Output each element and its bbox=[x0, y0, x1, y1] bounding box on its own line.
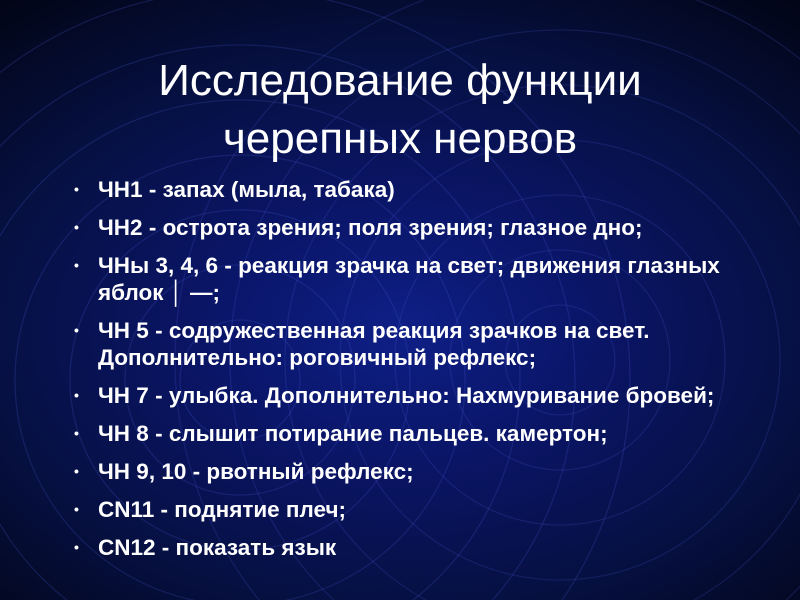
bullet-item-cn12 bbox=[70, 534, 770, 561]
bullet-dot-icon: • bbox=[74, 501, 79, 517]
bullet-text: ЧН2 - острота зрения; поля зрения; глазное дно; bbox=[98, 215, 643, 240]
bullet-item-cn11 bbox=[70, 496, 770, 523]
bullet-dot-icon: • bbox=[74, 387, 79, 403]
bullet-dot-icon: • bbox=[74, 425, 79, 441]
bullet-item-cn2 bbox=[70, 214, 770, 241]
bullet-text: ЧН1 - запах (мыла, табака) bbox=[98, 177, 395, 202]
bullet-text: CN11 - поднятие плеч; bbox=[98, 497, 347, 522]
bullet-dot-icon: • bbox=[74, 322, 79, 338]
slide-title-line-2: черепных нервов bbox=[222, 114, 578, 163]
bullet-item-cn9-10 bbox=[70, 458, 770, 485]
bullet-list bbox=[70, 176, 770, 572]
bullet-dot-icon: • bbox=[74, 257, 79, 273]
bullet-text: ЧН 7 - улыбка. Дополнительно: Нахмуривание бровей; bbox=[98, 383, 715, 408]
bullet-dot-icon: • bbox=[74, 181, 79, 197]
slide-title bbox=[0, 52, 800, 168]
bullet-dot-icon: • bbox=[74, 463, 79, 479]
bullet-dot-icon: • bbox=[74, 219, 79, 235]
bullet-text: CN12 - показать язык bbox=[98, 535, 337, 560]
bullet-text: ЧН 9, 10 - рвотный рефлекс; bbox=[98, 459, 414, 484]
bullet-item-cn7 bbox=[70, 382, 770, 409]
bullet-text: ЧН 5 - содружественная реакция зрачков на свет. Дополнительно: роговичный рефлекс; bbox=[98, 318, 650, 370]
bullet-item-cn5 bbox=[70, 317, 770, 371]
bullet-item-cn3-4-6 bbox=[70, 252, 770, 306]
bullet-text: ЧНы 3, 4, 6 - реакция зрачка на свет; движения глазных яблок │ —; bbox=[98, 253, 720, 305]
bullet-dot-icon: • bbox=[74, 539, 79, 555]
bullet-item-cn8 bbox=[70, 420, 770, 447]
bullet-item-cn1 bbox=[70, 176, 770, 203]
slide-title-line-1: Исследование функции bbox=[158, 56, 642, 105]
bullet-text: ЧН 8 - слышит потирание пальцев. камертон; bbox=[98, 421, 608, 446]
